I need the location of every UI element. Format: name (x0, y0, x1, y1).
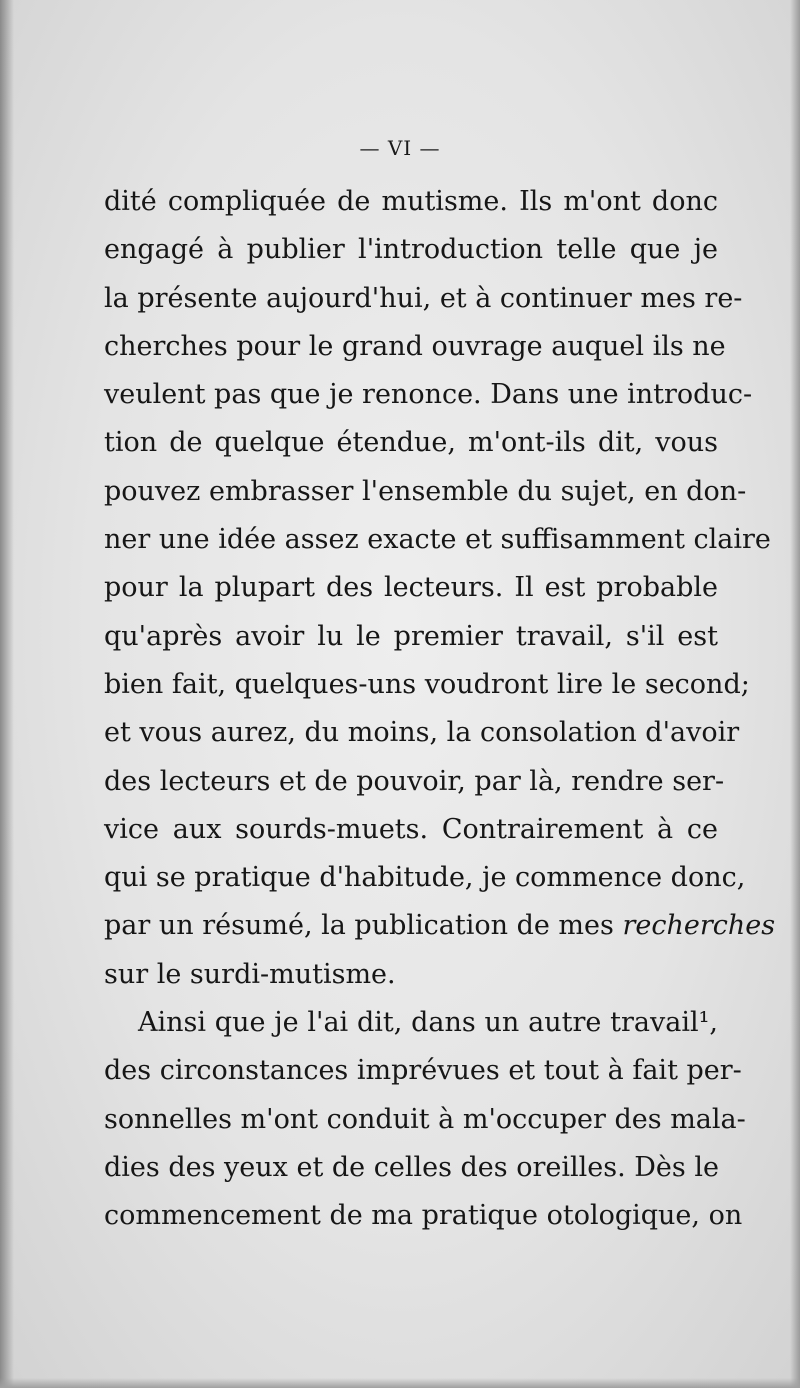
text-line: dité compliquée de mutisme. Ils m'ont donc (104, 186, 718, 217)
page-edge-bottom (0, 1378, 800, 1388)
text-line: pour la plupart des lecteurs. Il est probable (104, 572, 718, 604)
text-line: cherches pour le grand ouvrage auquel ils ne (104, 330, 726, 362)
page-edge-right (790, 0, 800, 1388)
page-edge-left (0, 0, 14, 1388)
text-line: qui se pratique d'habitude, je commence donc, (104, 862, 746, 894)
text-line-with-italic (104, 902, 776, 950)
text-span: par un résumé, la publication de mes (104, 910, 623, 942)
text-line: veulent pas que je renonce. Dans une introduc- (104, 379, 753, 411)
text-line: engagé à publier l'introduction telle que je (104, 234, 718, 266)
text-line: bien fait, quelques-uns voudront lire le second; (104, 668, 750, 700)
text-line: tion de quelque étendue, m'ont-ils dit, vous (104, 427, 718, 459)
text-line: vice aux sourds-muets. Contrairement à ce (104, 813, 718, 845)
text-line: sonnelles m'ont conduit à m'occuper des mala- (104, 1103, 746, 1135)
text-line: ner une idée assez exacte et suffisamment claire (104, 524, 771, 556)
page-body-text (104, 178, 776, 1241)
text-line: des lecteurs et de pouvoir, par là, rendre ser- (104, 765, 725, 797)
text-line: et vous aurez, du moins, la consolation d'avoir (104, 717, 740, 749)
text-line: des circonstances imprévues et tout à fait per- (104, 1055, 742, 1087)
text-line: qu'après avoir lu le premier travail, s'il est (104, 620, 718, 652)
text-line: la présente aujourd'hui, et à continuer mes re- (104, 282, 743, 314)
text-line: commencement de ma pratique otologique, on (104, 1200, 743, 1232)
text-line: dies des yeux et de celles des oreilles. Dès le (104, 1151, 719, 1183)
page-number-header: — VI — (359, 136, 441, 160)
text-line: pouvez embrasser l'ensemble du sujet, en don- (104, 475, 747, 507)
italic-word: recherches (622, 910, 776, 942)
paragraph-end-line: sur le surdi-mutisme. (104, 958, 396, 990)
text-line-indented: Ainsi que je l'ai dit, dans un autre travail¹, (138, 1007, 718, 1039)
